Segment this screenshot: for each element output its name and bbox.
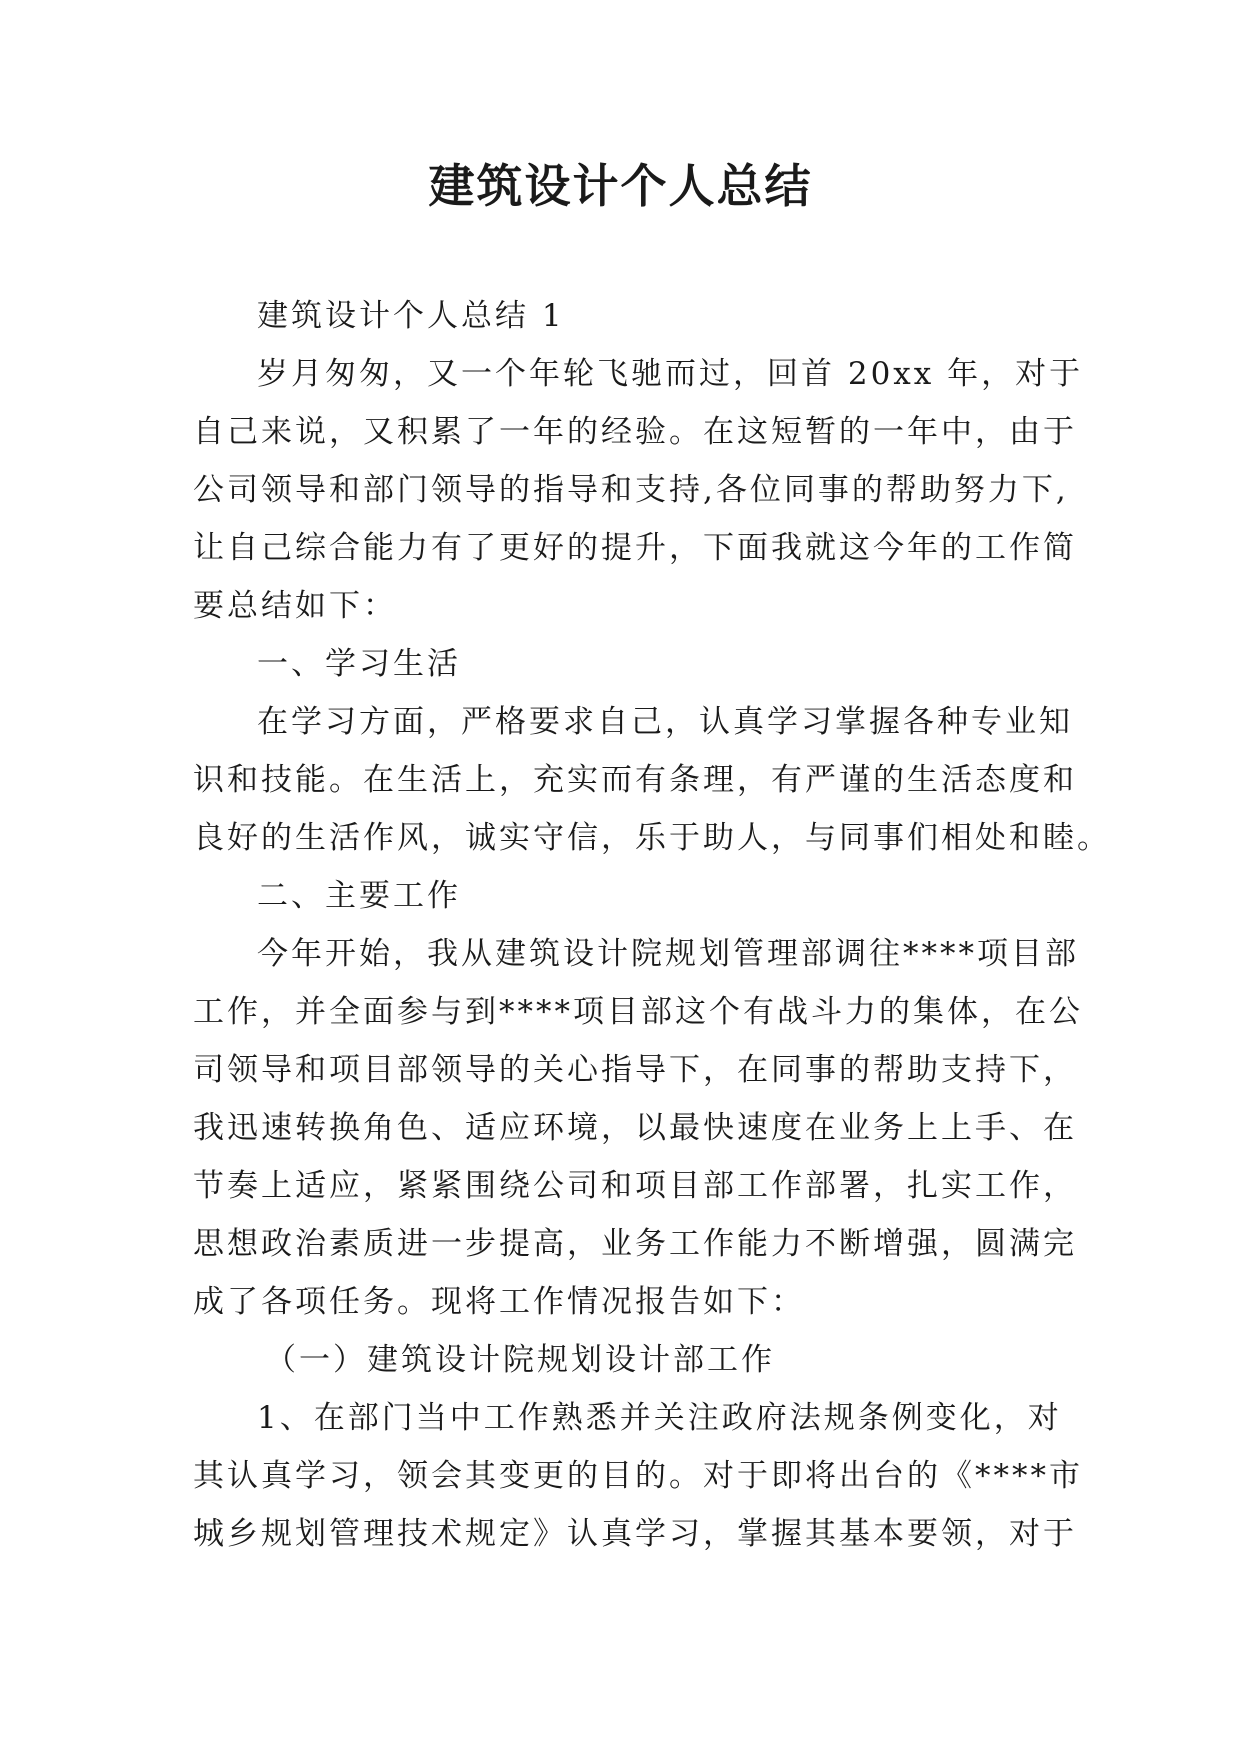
- text-line: 今年开始，我从建筑设计院规划管理部调往****项目部: [257, 936, 1079, 972]
- document-body: [193, 287, 1111, 1563]
- text-line: 自己来说，又积累了一年的经验。在这短暂的一年中，由于: [193, 414, 1077, 450]
- text-line: 二、主要工作: [257, 878, 461, 914]
- text-line: 思想政治素质进一步提高，业务工作能力不断增强，圆满完: [193, 1226, 1077, 1262]
- text-line: 我迅速转换角色、适应环境，以最快速度在业务上上手、在: [193, 1110, 1077, 1146]
- text-line: 其认真学习，领会其变更的目的。对于即将出台的《****市: [193, 1458, 1083, 1494]
- text-line: 成了各项任务。现将工作情况报告如下：: [193, 1284, 805, 1320]
- text-line: 1、在部门当中工作熟悉并关注政府法规条例变化，对: [257, 1400, 1062, 1436]
- text-line: 在学习方面，严格要求自己，认真学习掌握各种专业知: [257, 704, 1073, 740]
- text-line: 岁月匆匆，又一个年轮飞驰而过，回首 20xx 年，对于: [257, 356, 1084, 392]
- text-line: 工作，并全面参与到****项目部这个有战斗力的集体，在公: [193, 994, 1083, 1030]
- text-line: 要总结如下：: [193, 588, 397, 624]
- text-line: 良好的生活作风，诚实守信，乐于助人，与同事们相处和睦。: [193, 820, 1111, 856]
- text-line: 一、学习生活: [257, 646, 461, 682]
- text-line: 识和技能。在生活上，充实而有条理，有严谨的生活态度和: [193, 762, 1077, 798]
- text-line: 节奏上适应，紧紧围绕公司和项目部工作部署，扎实工作，: [193, 1168, 1077, 1204]
- document-title: 建筑设计个人总结: [428, 159, 813, 213]
- text-line: 让自己综合能力有了更好的提升，下面我就这今年的工作简: [193, 530, 1077, 566]
- text-line: （一）建筑设计院规划设计部工作: [265, 1342, 775, 1378]
- text-line: 建筑设计个人总结 1: [257, 298, 565, 334]
- text-line: 司领导和项目部领导的关心指导下，在同事的帮助支持下，: [193, 1052, 1077, 1088]
- text-line: 公司领导和部门领导的指导和支持,各位同事的帮助努力下,: [193, 472, 1069, 508]
- text-line: 城乡规划管理技术规定》认真学习，掌握其基本要领，对于: [193, 1516, 1077, 1552]
